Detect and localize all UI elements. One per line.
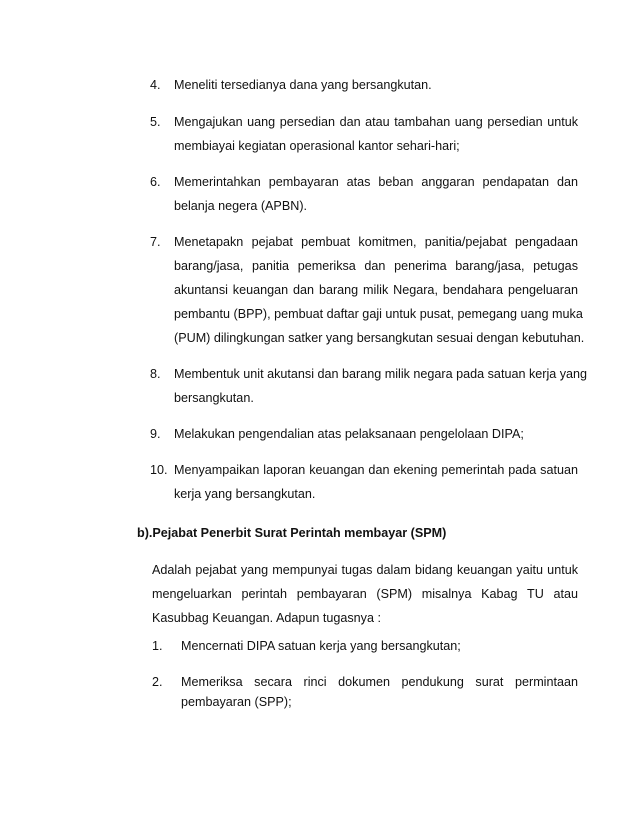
list-item-text: bersangkutan. [174, 391, 254, 405]
list-item-text-line [174, 364, 588, 384]
task-text: pembayaran (SPP); [181, 695, 292, 709]
task-number: 1. [152, 639, 163, 653]
list-item-text: Melakukan pengendalian atas pelaksanaan pengelolaan DIPA; [174, 427, 524, 441]
list-item-text: pembantu (BPP), pembuat daftar gaji untuk pusat, pemegang uang muka [174, 307, 583, 321]
list-item-text-line [174, 172, 578, 192]
list-item-text: Membentuk unit akutansi dan barang milik negara pada satuan kerja yang [174, 367, 588, 381]
list-item-text: kerja yang bersangkutan. [174, 487, 316, 501]
list-item-text: barang/jasa, panitia pemeriksa dan penerima barang/jasa, petugas [174, 259, 578, 273]
list-item-number: 5. [150, 115, 161, 129]
list-item-text: Meneliti tersedianya dana yang bersangkutan. [174, 78, 432, 92]
list-item-text: akuntansi keuangan dan barang milik Negara, bendahara pengeluaran [174, 283, 578, 297]
list-item-text: (PUM) dilingkungan satker yang bersangkutan sesuai dengan kebutuhan. [174, 331, 585, 345]
paragraph-line [152, 560, 578, 580]
task-text: Memeriksa secara rinci dokumen pendukung surat permintaan [181, 675, 578, 689]
paragraph-text: Adalah pejabat yang mempunyai tugas dalam bidang keuangan yaitu untuk [152, 563, 578, 577]
list-item-text: membiayai kegiatan operasional kantor sehari-hari; [174, 139, 460, 153]
section-heading: b).Pejabat Penerbit Surat Perintah membayar (SPM) [137, 526, 447, 540]
list-item-text-line [174, 460, 578, 480]
task-text-line [181, 672, 578, 692]
task-number: 2. [152, 675, 163, 689]
list-item-number: 9. [150, 427, 161, 441]
list-item-text-line [174, 280, 578, 300]
list-item-text: Menyampaikan laporan keuangan dan ekening pemerintah pada satuan [174, 463, 578, 477]
list-item-text: belanja negera (APBN). [174, 199, 308, 213]
task-text: Mencernati DIPA satuan kerja yang bersangkutan; [181, 639, 461, 653]
list-item-text-line [174, 256, 578, 276]
list-item-text: Mengajukan uang persedian dan atau tambahan uang persedian untuk [174, 115, 578, 129]
list-item-number: 10. [150, 463, 168, 477]
list-item-text: Memerintahkan pembayaran atas beban anggaran pendapatan dan [174, 175, 578, 189]
list-item-number: 6. [150, 175, 161, 189]
list-item-text-line [174, 304, 583, 324]
paragraph-text: Kasubbag Keuangan. Adapun tugasnya : [152, 611, 381, 625]
paragraph-text: mengeluarkan perintah pembayaran (SPM) misalnya Kabag TU atau [152, 587, 578, 601]
list-item-number: 8. [150, 367, 161, 381]
list-item-number: 7. [150, 235, 161, 249]
paragraph-line [152, 584, 578, 604]
list-item-text-line [174, 112, 578, 132]
list-item-number: 4. [150, 78, 161, 92]
list-item-text: Menetapakn pejabat pembuat komitmen, panitia/pejabat pengadaan [174, 235, 578, 249]
list-item-text-line [174, 232, 578, 252]
